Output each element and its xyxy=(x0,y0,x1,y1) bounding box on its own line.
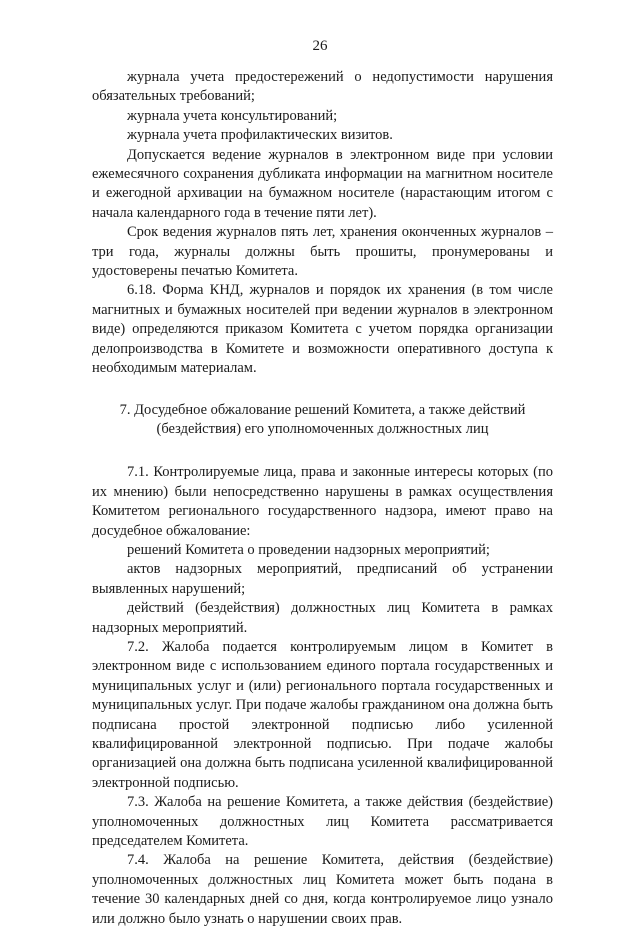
paragraph: 7.3. Жалоба на решение Комитета, а также действия (бездействие) уполномоченных должностных лиц Комитета рассматривается председателем Комитета. xyxy=(92,794,553,850)
section-heading: 7. Досудебное обжалование решений Комитета, а также действий (бездействия) его уполномоченных должностных лиц xyxy=(119,401,526,437)
paragraph: журнала учета профилактических визитов. xyxy=(127,127,393,144)
paragraph: журнала учета консультирований; xyxy=(127,107,338,124)
paragraph: 6.18. Форма КНД, журналов и порядок их хранения (в том числе магнитных и бумажных носителей при ведении журналов в электронном виде) определяются приказом Комитета с учетом порядка организации делопроизводства в Комитете и возможности оперативного доступа к необходимым материалам. xyxy=(92,282,553,377)
paragraph: 7.2. Жалоба подается контролируемым лицом в Комитет в электронном виде с использованием единого портала государственных и муниципальных услуг и (или) регионального портала государственных и муниципальных услуг. При подаче жалобы гражданином она должна быть подписана простой электронной подписью либо усиленной квалифицированной электронной подписью. При подаче жалобы организацией она должна быть подписана усиленной квалифицированной электронной подписью. xyxy=(92,638,554,791)
paragraph: 7.4. Жалоба на решение Комитета, действия (бездействие) уполномоченных должностных лиц Комитета может быть подана в течение 30 календарных дней со дня, когда контролируемое лицо узнало или должно было узнать о нарушении своих прав. xyxy=(92,852,553,927)
paragraph: журнала учета предостережений о недопустимости нарушения обязательных требований; xyxy=(92,69,553,105)
list-item: действий (бездействия) должностных лиц Комитета в рамках надзорных мероприятий. xyxy=(92,600,553,636)
paragraph: Срок ведения журналов пять лет, хранения оконченных журналов – три года, журналы должны быть прошиты, пронумерованы и удостоверены печатью Комитета. xyxy=(92,224,553,280)
list-item: актов надзорных мероприятий, предписаний об устранении выявленных нарушений; xyxy=(92,561,553,597)
list-item: решений Комитета о проведении надзорных мероприятий; xyxy=(127,541,490,558)
paragraph: Допускается ведение журналов в электронном виде при условии ежемесячного сохранения дубликата информации на магнитном носителе и ежегодной архивации на бумажном носителе (нарастающим итогом с начала календарного года в течение пяти лет). xyxy=(92,146,553,221)
page-number: 26 xyxy=(312,38,328,54)
paragraph: 7.1. Контролируемые лица, права и законные интересы которых (по их мнению) были непосредственно нарушены в рамках осуществления Комитетом регионального государственного надзора, имеют право на досудебное обжалование: xyxy=(92,464,553,539)
document-body xyxy=(92,68,553,929)
